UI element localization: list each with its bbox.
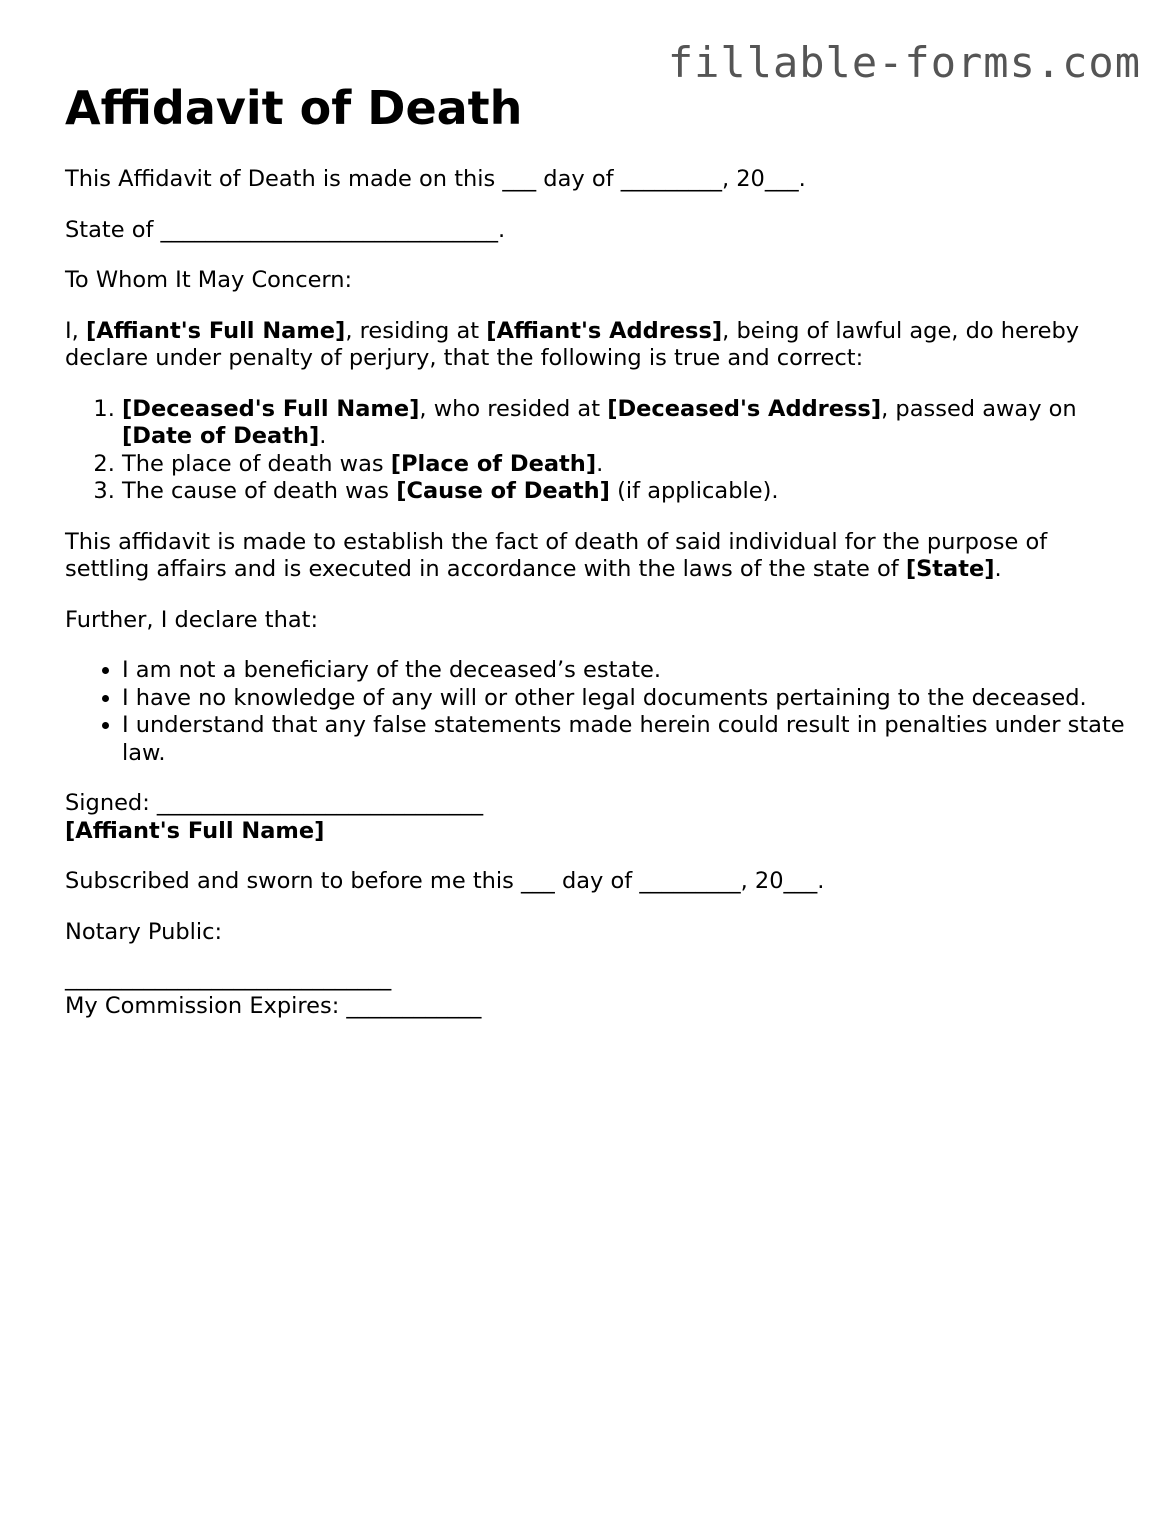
declarations-list (65, 657, 1125, 767)
affiant-address-field: [Affiant's Address] (486, 317, 723, 344)
deceased-name-field: [Deceased's Full Name] (122, 395, 420, 422)
watermark: fillable-forms.com (667, 38, 1141, 87)
state-field: [State] (905, 556, 995, 582)
list-item: • I am not a beneficiary of the deceased’s estate. (122, 657, 1125, 685)
affiant-name-field: [Affiant's Full Name] (85, 317, 346, 344)
intro-line: This Affidavit of Death is made on this ___ day of _________, 20___. (65, 166, 806, 192)
signature-affiant-name: [Affiant's Full Name] (65, 817, 325, 844)
fact-text: , who resided at (419, 395, 608, 422)
list-item: • I understand that any false statements made herein could result in penalties under state law. (122, 712, 1125, 767)
list-item: • I have no knowledge of any will or other legal documents pertaining to the deceased. (122, 685, 1125, 713)
state-line: State of ______________________________. (65, 216, 506, 243)
further-heading: Further, I declare that: (65, 606, 319, 633)
fact-text: . (319, 423, 327, 449)
date-of-death-field: [Date of Death] (122, 423, 320, 449)
fact-text: , passed away on (881, 395, 1077, 422)
list-item (122, 451, 1125, 479)
purpose-paragraph (65, 529, 1125, 584)
cause-of-death-field: [Cause of Death] (396, 478, 610, 504)
signature-block (65, 790, 1125, 845)
place-of-death-field: [Place of Death] (390, 450, 597, 477)
declaration-mid: , residing at (345, 317, 487, 344)
document-page (65, 78, 1125, 1020)
notary-signature-line: _____________________________ (65, 965, 392, 991)
fact-text: The place of death was (122, 450, 391, 477)
list-item (122, 478, 1125, 506)
list-item (122, 396, 1125, 451)
facts-list (65, 396, 1125, 506)
notary-block (65, 965, 1125, 1020)
signed-line: Signed: _____________________________ (65, 790, 484, 816)
declaration-suffix: , being of lawful age, do hereby declare under penalty of perjury, that the following is true and correct: (65, 317, 1080, 371)
signature-name-line (65, 818, 1125, 846)
sworn-line: Subscribed and sworn to before me this ___ day of _________, 20___. (65, 868, 825, 894)
declaration-prefix: I, (65, 317, 86, 344)
purpose-text: This affidavit is made to establish the fact of death of said individual for the purpose of settling affairs and is executed in accordance with the laws of the state of (65, 528, 1048, 582)
deceased-address-field: [Deceased's Address] (607, 395, 882, 422)
notary-label: Notary Public: (65, 918, 223, 945)
declaration-paragraph (65, 318, 1125, 373)
fact-text: (if applicable). (609, 478, 779, 504)
commission-expires-line: My Commission Expires: ____________ (65, 992, 482, 1019)
purpose-text: . (994, 556, 1002, 582)
salutation: To Whom It May Concern: (65, 267, 353, 293)
document-title: Affidavit of Death (65, 81, 523, 135)
fact-text: . (596, 450, 604, 477)
fact-text: The cause of death was (122, 478, 397, 504)
